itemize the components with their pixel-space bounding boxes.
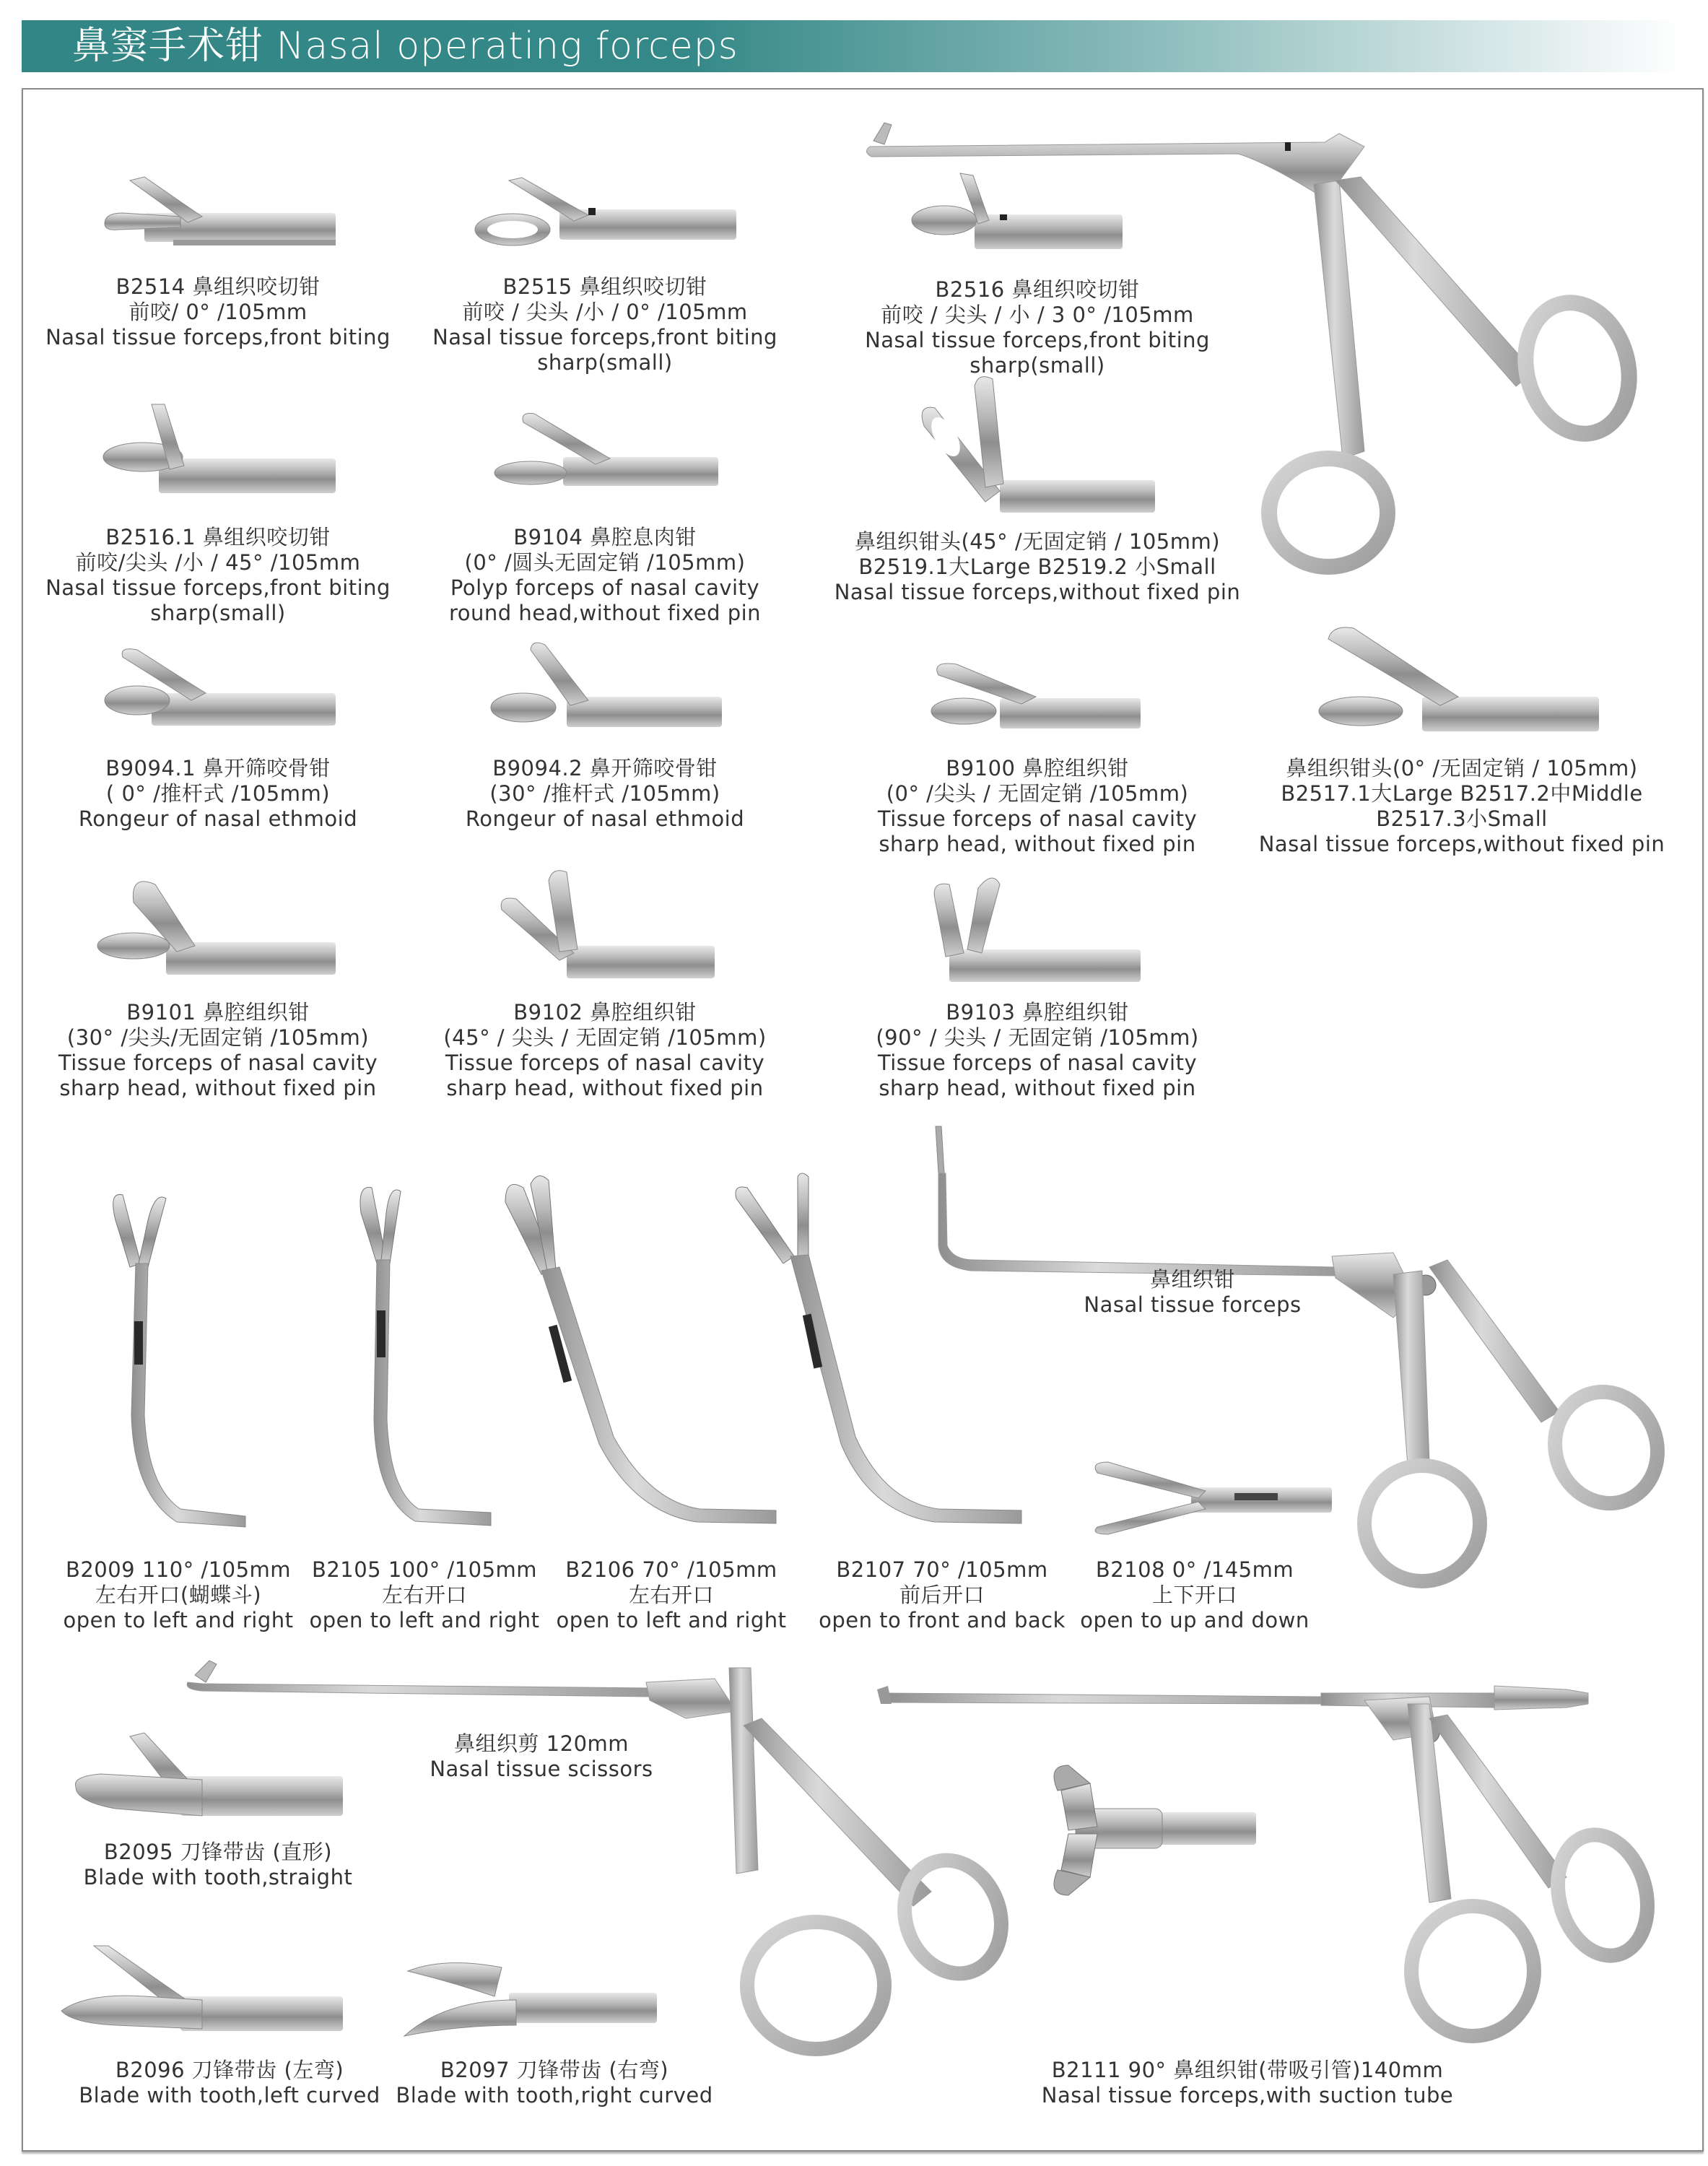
scissors-b2095-image (72, 1729, 347, 1830)
model-name: B2009 110° /105mm (65, 1557, 292, 1582)
scissors-b2097-image (401, 1957, 661, 2043)
caption-b2105 (309, 1557, 539, 1633)
caption-b2106 (556, 1557, 786, 1633)
caption-b2096 (79, 2058, 380, 2108)
model-name: B2516 鼻组织咬切钳 (935, 277, 1140, 302)
opening-en: open to left and right (556, 1608, 787, 1632)
caption-b2514 (45, 274, 391, 350)
model-name: B2096 刀锋带齿 (左弯) (115, 2058, 344, 2082)
description: Blade with tooth,right curved (396, 2083, 713, 2108)
opening-en: open to up and down (1080, 1608, 1310, 1632)
model-name: B9102 鼻腔组织钳 (513, 1000, 697, 1025)
name-cn: 鼻组织剪 120mm (453, 1731, 629, 1756)
caption-b2111 (1042, 2058, 1453, 2108)
caption-b2108 (1080, 1557, 1309, 1633)
model-name: B2516.1 鼻组织咬切钳 (105, 525, 331, 549)
caption-b9094-2 (466, 756, 744, 832)
description: Nasal tissue forceps,without fixed pin (1258, 832, 1665, 856)
description: Nasal tissue forceps,front biting (432, 325, 777, 349)
specification: ( 0° /推杆式 /105mm) (105, 781, 331, 806)
description-2: sharp(small) (970, 353, 1105, 378)
description: Nasal tissue forceps,front biting (865, 328, 1210, 352)
opening-cn: 左右开口(蝴蝶斗) (95, 1583, 262, 1607)
description: Tissue forceps of nasal cavity (877, 1051, 1198, 1075)
model-name: 鼻组织钳头(0° /无固定销 / 105mm) (1286, 756, 1638, 780)
scissors-b2096-image (58, 1942, 347, 2043)
description: Tissue forceps of nasal cavity (877, 806, 1198, 831)
description: Rongeur of nasal ethmoid (78, 806, 358, 831)
model-name: B9100 鼻腔组织钳 (946, 756, 1129, 780)
rongeur-b9094-1-image (101, 646, 339, 733)
model-name: B2108 0° /145mm (1095, 1557, 1294, 1582)
description: Nasal tissue forceps,without fixed pin (834, 580, 1241, 604)
model-name: B9094.1 鼻开筛咬骨钳 (105, 756, 331, 780)
caption-b9101 (58, 1000, 378, 1101)
forceps-b2009-image (87, 1177, 260, 1531)
page-header (22, 20, 1682, 72)
model-name: B9094.2 鼻开筛咬骨钳 (492, 756, 718, 780)
description-2: sharp(small) (150, 601, 286, 625)
description-2: sharp head, without fixed pin (446, 1076, 764, 1100)
model-name: B2095 刀锋带齿 (直形) (103, 1840, 333, 1864)
opening-cn: 前后开口 (899, 1583, 985, 1607)
model-variants-2: B2517.3小Small (1376, 806, 1548, 831)
caption-b9100 (878, 756, 1197, 857)
caption-b2516-1 (45, 525, 391, 626)
specification: 前咬 / 尖头 / 小 / 3 0° /105mm (881, 303, 1194, 327)
rongeur-b9094-2-image (487, 639, 726, 733)
page-title: 鼻窦手术钳 Nasal operating forceps (72, 25, 738, 68)
forceps-b2516-1-image (101, 401, 339, 502)
model-variants: B2519.1大Large B2519.2 小Small (858, 554, 1216, 579)
specification: 前咬/尖头 /小 / 45° /105mm (75, 550, 361, 575)
description: Nasal tissue forceps,front biting (45, 575, 391, 600)
caption-b2009 (63, 1557, 293, 1633)
specification: (30° /尖头/无固定销 /105mm) (66, 1025, 370, 1050)
opening-en: open to front and back (819, 1608, 1066, 1632)
caption-b9103 (876, 1000, 1198, 1101)
description-2: sharp head, without fixed pin (879, 832, 1196, 856)
forceps-nasal-tissue-large-image (931, 1123, 1689, 1614)
forceps-b2105-image (347, 1173, 505, 1531)
model-name: B2515 鼻组织咬切钳 (502, 274, 707, 299)
specification: (90° / 尖头 / 无固定销 /105mm) (876, 1025, 1199, 1050)
opening-cn: 上下开口 (1151, 1583, 1237, 1607)
description: Nasal tissue forceps,front biting (45, 325, 391, 349)
description: Tissue forceps of nasal cavity (58, 1051, 378, 1075)
specification: 前咬/ 0° /105mm (128, 300, 308, 324)
caption-nasal-tissue-forceps (1084, 1267, 1301, 1318)
forceps-b2519-image (913, 372, 1159, 516)
caption-b2515 (432, 274, 777, 375)
description-2: sharp(small) (537, 350, 673, 375)
specification: (0° /圆头无固定销 /105mm) (464, 550, 746, 575)
model-name: B2107 70° /105mm (836, 1557, 1048, 1582)
caption-b2095 (84, 1840, 353, 1890)
specification: (0° /尖头 / 无固定销 /105mm) (886, 781, 1189, 806)
model-name: B2106 70° /105mm (565, 1557, 777, 1582)
model-name: B9104 鼻腔息肉钳 (513, 525, 697, 549)
description: Tissue forceps of nasal cavity (445, 1051, 765, 1075)
name-cn: 鼻组织钳 (1149, 1267, 1235, 1292)
specification: (30° /推杆式 /105mm) (489, 781, 720, 806)
description: Nasal tissue forceps,with suction tube (1041, 2083, 1454, 2108)
specification: (45° / 尖头 / 无固定销 /105mm) (443, 1025, 767, 1050)
forceps-b2517-image (1314, 625, 1603, 740)
caption-b2517 (1259, 756, 1665, 857)
name-en: Nasal tissue scissors (430, 1757, 653, 1781)
caption-b9104 (449, 525, 761, 626)
model-name: B9101 鼻腔组织钳 (126, 1000, 310, 1025)
opening-cn: 左右开口 (628, 1583, 714, 1607)
forceps-b9100-image (928, 653, 1144, 740)
model-name: B2111 90° 鼻组织钳(带吸引管)140mm (1051, 2058, 1444, 2082)
caption-b2516 (865, 277, 1210, 378)
specification: 前咬 / 尖头 /小 / 0° /105mm (462, 300, 748, 324)
name-en: Nasal tissue forceps (1084, 1292, 1302, 1317)
caption-scissors (430, 1731, 653, 1782)
forceps-b2515-image (473, 173, 740, 260)
description-2: sharp head, without fixed pin (59, 1076, 377, 1100)
forceps-b2514-image (101, 173, 339, 260)
model-name: 鼻组织钳头(45° /无固定销 / 105mm) (854, 529, 1221, 554)
forceps-b9102-image (494, 866, 718, 982)
model-name: B2514 鼻组织咬切钳 (116, 274, 321, 299)
model-name: B2105 100° /105mm (311, 1557, 538, 1582)
description: Blade with tooth,left curved (79, 2083, 380, 2108)
description: Polyp forceps of nasal cavity (450, 575, 760, 600)
model-variants: B2517.1大Large B2517.2中Middle (1281, 781, 1643, 806)
caption-b2519 (835, 529, 1241, 605)
description-2: sharp head, without fixed pin (879, 1076, 1196, 1100)
forceps-b9104-image (491, 408, 722, 502)
model-name: B9103 鼻腔组织钳 (946, 1000, 1129, 1025)
forceps-b2111-image (873, 1675, 1668, 2058)
forceps-b9101-image (94, 874, 339, 982)
description: Blade with tooth,straight (83, 1865, 353, 1889)
caption-b2097 (396, 2058, 713, 2108)
caption-b9094-1 (79, 756, 357, 832)
forceps-b9103-image (928, 870, 1144, 986)
description-2: round head,without fixed pin (448, 601, 762, 625)
model-name: B2097 刀锋带齿 (右弯) (440, 2058, 669, 2082)
opening-cn: 左右开口 (381, 1583, 467, 1607)
opening-en: open to left and right (63, 1608, 294, 1632)
caption-b2107 (819, 1557, 1066, 1633)
opening-en: open to left and right (309, 1608, 540, 1632)
caption-b9102 (443, 1000, 766, 1101)
description: Rongeur of nasal ethmoid (465, 806, 745, 831)
